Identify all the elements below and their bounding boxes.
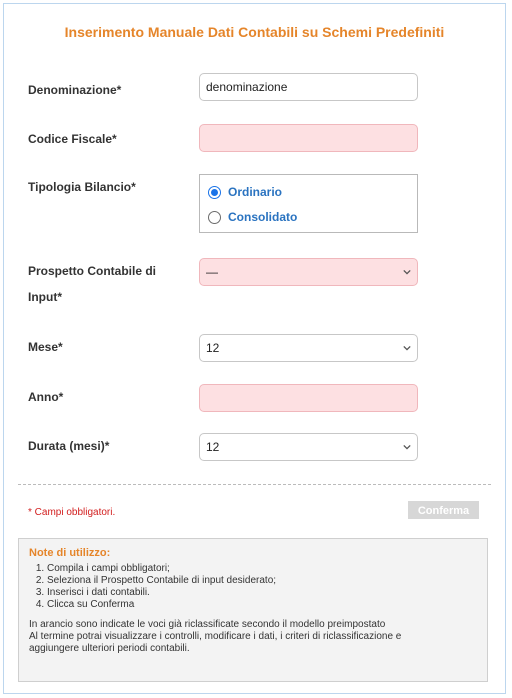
section-divider xyxy=(18,484,491,485)
page-title: Inserimento Manuale Dati Contabili su Schemi Predefiniti xyxy=(64,24,445,40)
radio-ordinario[interactable] xyxy=(208,183,282,201)
anno-input[interactable] xyxy=(199,384,418,412)
chevron-down-icon xyxy=(403,268,411,276)
prospetto-selected-value: — xyxy=(206,265,218,279)
radio-ordinario-label[interactable]: Ordinario xyxy=(228,185,283,199)
codice-fiscale-input[interactable] xyxy=(199,124,418,152)
list-item: 4. Clicca su Conferma xyxy=(47,599,477,611)
durata-selected-value: 12 xyxy=(206,440,220,454)
usage-steps-list xyxy=(47,563,477,611)
notes-paragraph-line: aggiungere ulteriori periodi contabili. xyxy=(29,643,190,654)
durata-label: Durata (mesi)* xyxy=(28,439,110,453)
form-panel xyxy=(3,3,506,694)
denominazione-label: Denominazione* xyxy=(28,83,122,97)
denominazione-input[interactable]: denominazione xyxy=(199,73,418,101)
required-fields-note: * Campi obbligatori. xyxy=(28,507,116,518)
tipologia-radio-group xyxy=(199,174,418,233)
prospetto-select[interactable] xyxy=(199,258,418,286)
notes-paragraph-line: Al termine potrai visualizzare i controlli, modificare i dati, i criteri di riclassificazione e xyxy=(29,631,402,642)
radio-consolidato-icon[interactable] xyxy=(208,211,221,224)
notes-paragraph-line: In arancio sono indicate le voci già riclassificate secondo il modello preimpostato xyxy=(29,619,386,630)
usage-notes xyxy=(18,538,488,682)
confirm-button[interactable]: Conferma xyxy=(408,501,479,519)
prospetto-label-line1: Prospetto Contabile di xyxy=(28,264,157,278)
radio-ordinario-icon[interactable] xyxy=(208,186,221,199)
list-item: 2. Seleziona il Prospetto Contabile di input desiderato; xyxy=(47,575,477,587)
list-item: 3. Inserisci i dati contabili. xyxy=(47,587,477,599)
mese-selected-value: 12 xyxy=(206,341,220,355)
tipologia-label: Tipologia Bilancio* xyxy=(28,180,136,194)
radio-consolidato-label[interactable]: Consolidato xyxy=(228,210,298,224)
list-item: 1. Compila i campi obbligatori; xyxy=(47,563,477,575)
codice-fiscale-label: Codice Fiscale* xyxy=(28,132,117,146)
prospetto-label-line2: Input* xyxy=(28,290,62,304)
anno-label: Anno* xyxy=(28,390,64,404)
chevron-down-icon xyxy=(403,344,411,352)
chevron-down-icon xyxy=(403,443,411,451)
mese-select[interactable] xyxy=(199,334,418,362)
durata-select[interactable] xyxy=(199,433,418,461)
radio-consolidato[interactable] xyxy=(208,208,297,226)
usage-notes-title: Note di utilizzo: xyxy=(29,547,111,559)
mese-label: Mese* xyxy=(28,340,63,354)
